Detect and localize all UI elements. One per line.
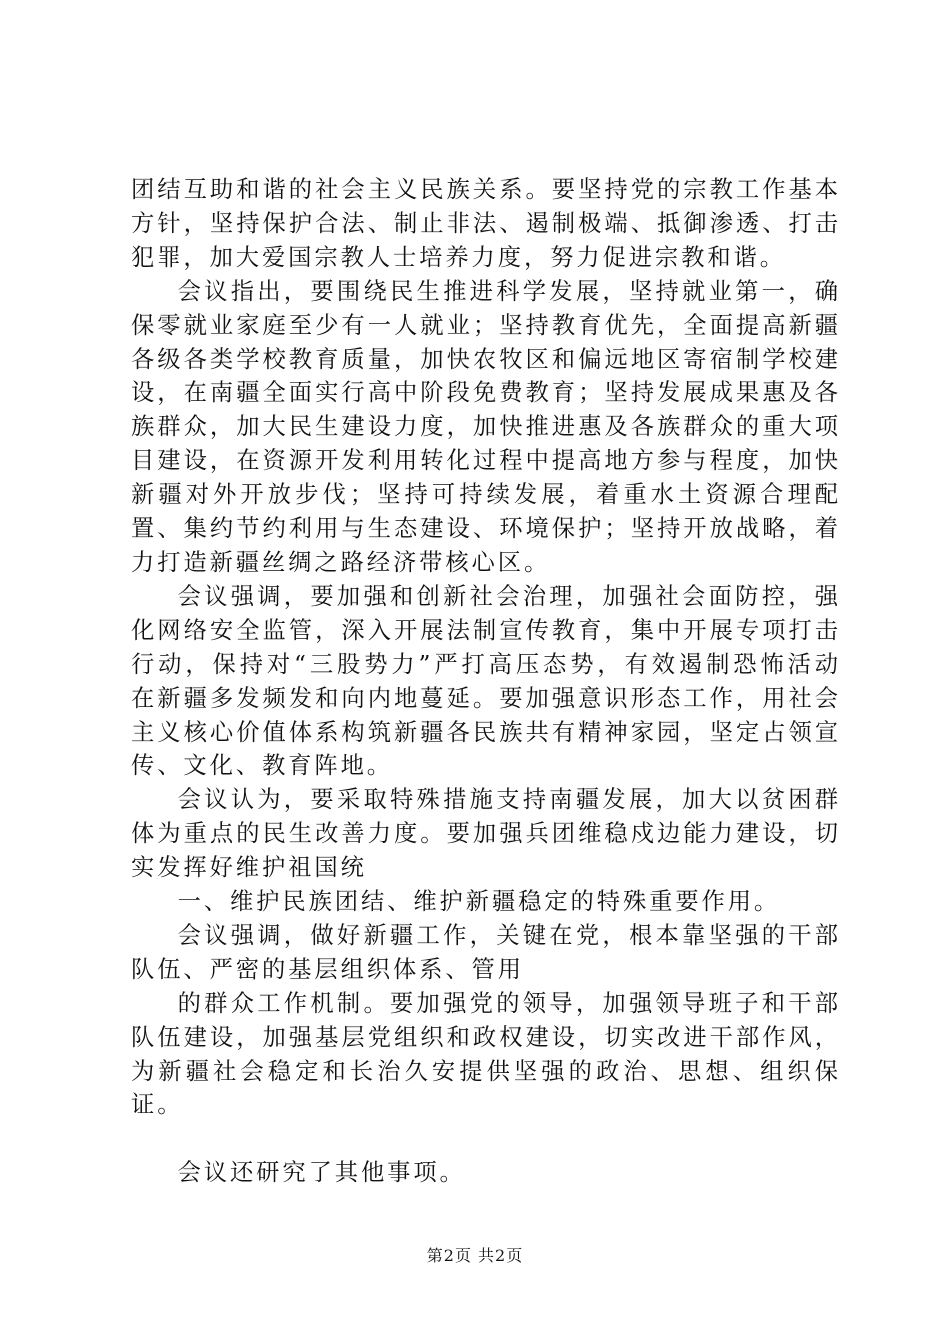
paragraph-livelihood: 会议指出，要围绕民生推进科学发展，坚持就业第一，确保零就业家庭至少有一人就业；坚持教育优先，全面提高新疆各级各类学校教育质量，加快农牧区和偏远地区寄宿制学校建设，在南疆全面实行高中阶段免费教育；坚持发展成果惠及各族群众，加大民生建设力度，加快推进惠及各族群众的重大项目建设，在资源开发利用转化过程中提高地方参与程度，加快新疆对外开放步伐；坚持可持续发展，着重水土资源合理配置、集约节约利用与生态建设、环境保护；坚持开放战略，着力打造新疆丝绸之路经济带核心区。 [131,277,841,576]
paragraph-other-matters: 会议还研究了其他事项。 [177,1159,466,1187]
paragraph-work-mechanism: 的群众工作机制。要加强党的领导，加强领导班子和干部队伍建设，加强基层党组织和政权建设，切实改进干部作风，为新疆社会稳定和长治久安提供坚强的政治、思想、组织保证。 [131,989,841,1119]
paragraph-social-governance: 会议强调，要加强和创新社会治理，加强社会面防控，强化网络安全监管，深入开展法制宣传教育，集中开展专项打击行动，保持对“三股势力”严打高压态势，有效遏制恐怖活动在新疆多发频发和向内地蔓延。要加强意识形态工作，用社会主义核心价值体系构筑新疆各民族共有精神家园，坚定占领宣传、文化、教育阵地。 [131,582,841,780]
paragraph-continuation: 团结互助和谐的社会主义民族关系。要坚持党的宗教工作基本方针，坚持保护合法、制止非法、遏制极端、抵御渗透、打击犯罪，加大爱国宗教人士培养力度，努力促进宗教和谐。 [131,176,841,271]
document-body [131,173,841,1190]
paragraph-ethnic-unity: 一、维护民族团结、维护新疆稳定的特殊重要作用。 [177,888,781,916]
page-number-footer: 第2页 共2页 [426,1246,524,1265]
paragraph-south-xinjiang: 会议认为，要采取特殊措施支持南疆发展，加大以贫困群体为重点的民生改善力度。要加强兵团维稳戍边能力建设，切实发挥好维护祖国统 [131,786,841,882]
paragraph-party-leadership: 会议强调，做好新疆工作，关键在党，根本靠坚强的干部队伍、严密的基层组织体系、管用 [131,921,841,983]
